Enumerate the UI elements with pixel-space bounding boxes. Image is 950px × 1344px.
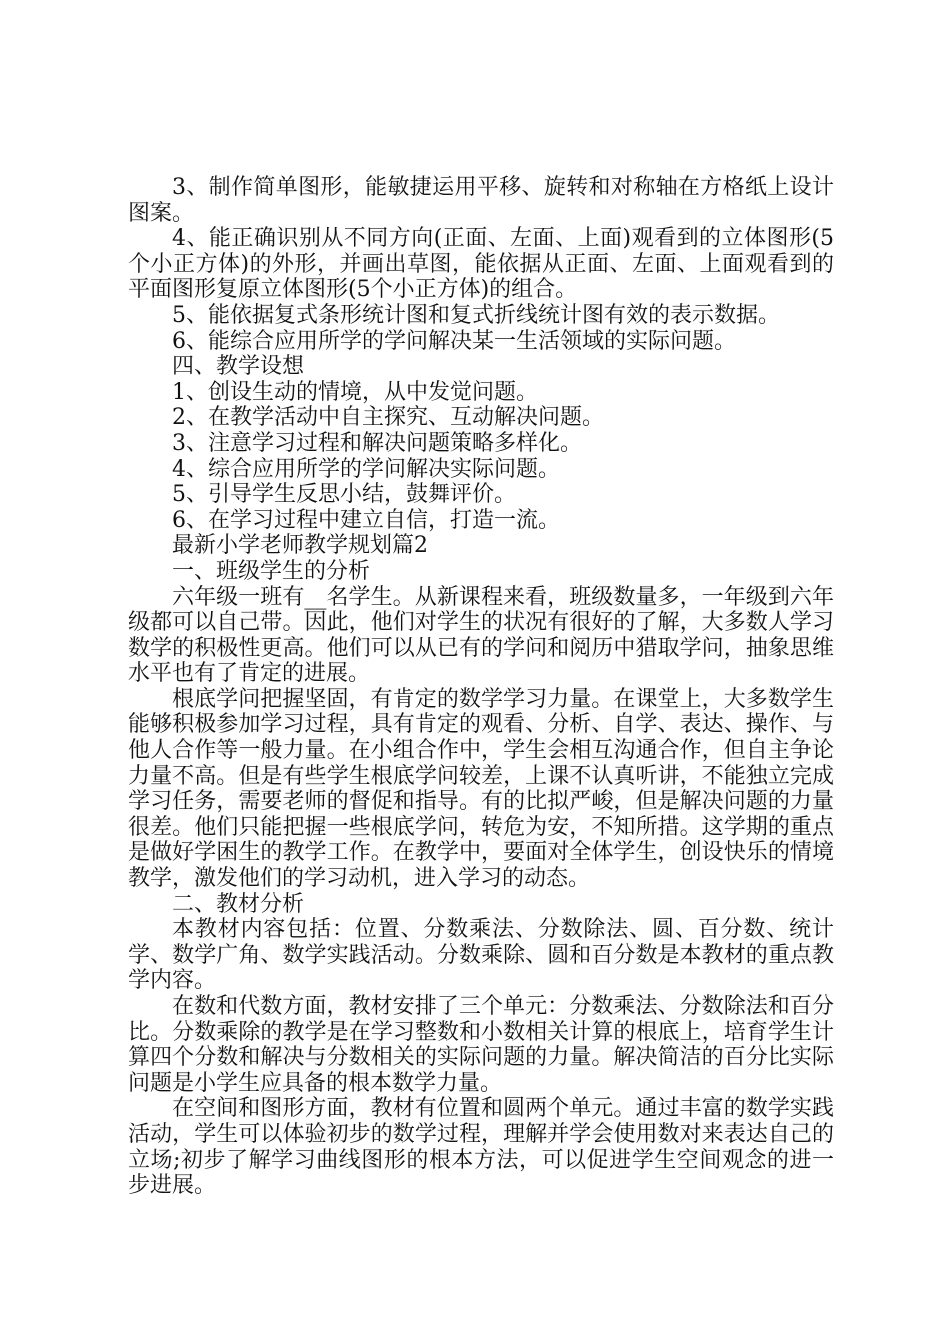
article-title-part-2: 最新小学老师教学规划篇2 <box>172 533 428 559</box>
paragraph-textbook-content: 本教材内容包括：位置、分数乘法、分数除法、圆、百分数、统计学、数学广角、数学实践活动。分数乘除、圆和百分数是本教材的重点教学内容。 <box>128 917 834 994</box>
paragraph-idea-1: 1、创设生动的情境，从中发觉问题。 <box>172 379 538 405</box>
section-heading-textbook-analysis: 二、教材分析 <box>172 891 305 917</box>
document-body <box>128 175 834 1199</box>
section-heading-teaching-ideas: 四、教学设想 <box>172 354 305 380</box>
paragraph-space-geometry: 在空间和图形方面，教材有位置和圆两个单元。通过丰富的数学实践活动，学生可以体验初步的数学过程，理解并学会使用数对来表达自己的立场;初步了解学习曲线图形的根本方法，可以促进学生空间观念的进一步进展。 <box>128 1096 834 1199</box>
paragraph-goal-4: 4、能正确识别从不同方向(正面、左面、上面)观看到的立体图形(5个小正方体)的外形，并画出草图，能依据从正面、左面、上面观看到的平面图形复原立体图形(5个小正方体)的组合。 <box>128 226 834 303</box>
paragraph-idea-4: 4、综合应用所学的学问解决实际问题。 <box>172 456 560 482</box>
paragraph-number-algebra: 在数和代数方面，教材安排了三个单元：分数乘法、分数除法和百分比。分数乘除的教学是在学习整数和小数相关计算的根底上，培育学生计算四个分数和解决与分数相关的实际问题的力量。解决简洁的百分比实际问题是小学生应具备的根本数学力量。 <box>128 994 834 1096</box>
paragraph-idea-2: 2、在教学活动中自主探究、互动解决问题。 <box>172 405 604 431</box>
paragraph-idea-5: 5、引导学生反思小结，鼓舞评价。 <box>172 482 516 508</box>
paragraph-goal-6: 6、能综合应用所学的学问解决某一生活领域的实际问题。 <box>172 328 736 354</box>
paragraph-student-analysis-2: 根底学问把握坚固，有肯定的数学学习力量。在课堂上，大多数学生能够积极参加学习过程，具有肯定的观看、分析、自学、表达、操作、与他人合作等一般力量。在小组合作中，学生会相互沟通合作，但自主争论力量不高。但是有些学生根底学问较差，上课不认真听讲，不能独立完成学习任务，需要老师的督促和指导。有的比拟严峻，但是解决问题的力量很差。他们只能把握一些根底学问，转危为安，不知所措。这学期的重点是做好学困生的教学工作。在教学中，要面对全体学生，创设快乐的情境教学，激发他们的学习动机，进入学习的动态。 <box>128 686 834 892</box>
section-heading-student-analysis: 一、班级学生的分析 <box>172 558 371 584</box>
paragraph-idea-3: 3、注意学习过程和解决问题策略多样化。 <box>172 430 582 456</box>
paragraph-goal-5: 5、能依据复式条形统计图和复式折线统计图有效的表示数据。 <box>172 302 780 328</box>
paragraph-student-analysis-1: 六年级一班有__名学生。从新课程来看，班级数量多，一年级到六年级都可以自己带。因此，他们对学生的状况有很好的了解，大多数人学习数学的积极性更高。他们可以从已有的学问和阅历中猎取学问，抽象思维水平也有了肯定的进展。 <box>128 584 834 687</box>
paragraph-idea-6: 6、在学习过程中建立自信，打造一流。 <box>172 507 560 533</box>
paragraph-goal-3: 3、制作简单图形，能敏捷运用平移、旋转和对称轴在方格纸上设计图案。 <box>128 175 834 226</box>
